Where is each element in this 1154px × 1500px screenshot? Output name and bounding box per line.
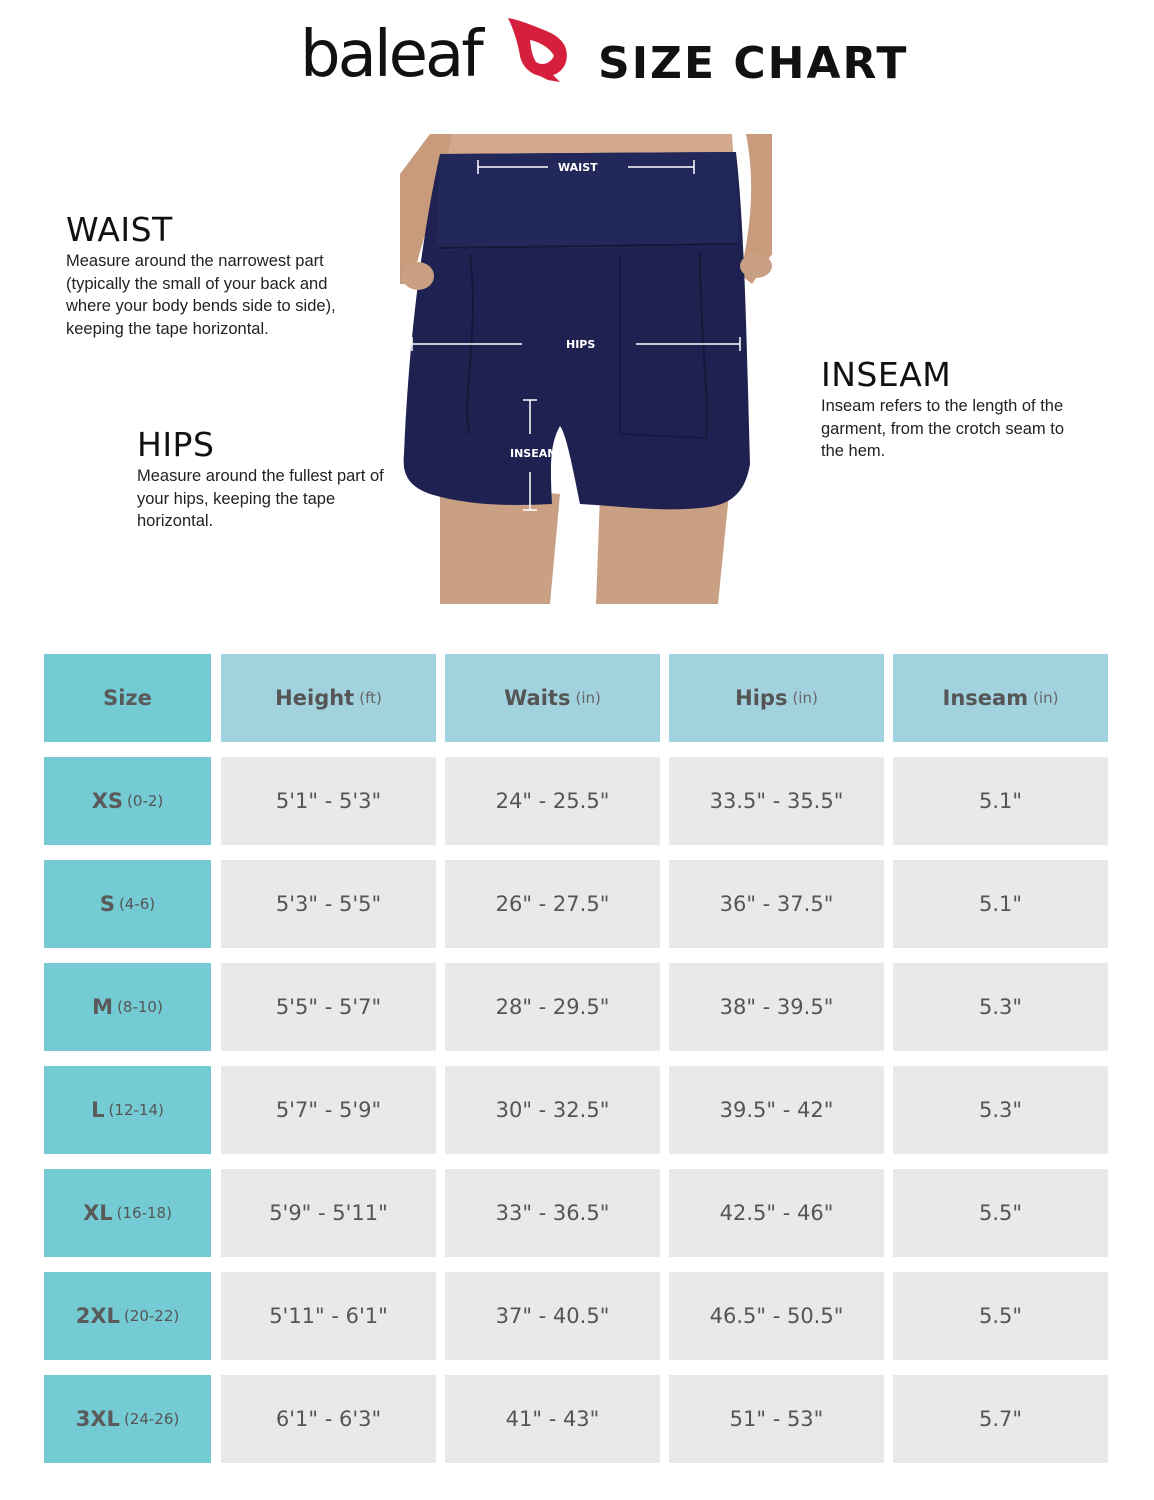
inseam-value: 5.3" [978, 995, 1023, 1019]
height-cell [221, 757, 436, 845]
waist-cell [445, 1066, 660, 1154]
height-value: 5'1" - 5'3" [275, 789, 382, 813]
leaf-logo-icon [500, 16, 574, 82]
hips-value: 38" - 39.5" [719, 995, 834, 1019]
inseam-value: 5.5" [978, 1201, 1023, 1225]
inseam-guide [821, 357, 1083, 463]
column-header-unit: (ft) [359, 689, 382, 707]
hips-value: 42.5" - 46" [719, 1201, 834, 1225]
column-header-height [221, 654, 436, 742]
height-cell [221, 1169, 436, 1257]
height-cell [221, 963, 436, 1051]
size-cell-xs [44, 757, 211, 845]
waist-cell [445, 1169, 660, 1257]
waist-cell [445, 1272, 660, 1360]
inseam-guide-text: Inseam refers to the length of the garment, from the crotch seam to the hem. [821, 397, 1065, 460]
size-label: S [99, 892, 115, 916]
height-cell [221, 860, 436, 948]
hips-cell [669, 1169, 884, 1257]
height-cell [221, 1272, 436, 1360]
size-label: 2XL [75, 1304, 120, 1328]
page-title: SIZE CHART [598, 38, 909, 89]
brand-logo-text: baleaf [300, 18, 481, 92]
waist-guide [66, 212, 376, 340]
hips-cell [669, 757, 884, 845]
hips-cell [669, 1272, 884, 1360]
hips-guide-text: Measure around the fullest part of your hips, keeping the tape horizontal. [137, 467, 384, 530]
inseam-cell [893, 860, 1108, 948]
inseam-cell [893, 1066, 1108, 1154]
waist-cell [445, 1375, 660, 1463]
header [0, 14, 1154, 94]
inseam-marker-label: INSEAM [510, 447, 559, 460]
waist-cell [445, 860, 660, 948]
hips-cell [669, 1066, 884, 1154]
column-header-waits [445, 654, 660, 742]
shorts-illustration [400, 134, 772, 604]
hips-value: 33.5" - 35.5" [709, 789, 844, 813]
waist-value: 28" - 29.5" [495, 995, 610, 1019]
waist-guide-text: Measure around the narrowest part (typically the small of your back and where your body bends side to side), keeping the tape horizontal. [66, 252, 336, 338]
size-range: (12-14) [108, 1101, 164, 1119]
waist-cell [445, 963, 660, 1051]
hips-cell [669, 1375, 884, 1463]
hips-value: 51" - 53" [729, 1407, 824, 1431]
size-range: (20-22) [123, 1307, 180, 1325]
size-label: M [92, 995, 114, 1019]
hips-cell [669, 860, 884, 948]
hips-guide-title: HIPS [137, 425, 215, 464]
size-label: XL [83, 1201, 113, 1225]
column-header-size [44, 654, 211, 742]
inseam-cell [893, 1169, 1108, 1257]
size-cell-2xl [44, 1272, 211, 1360]
waist-marker-label: WAIST [558, 161, 598, 174]
size-range: (0-2) [127, 792, 164, 810]
inseam-guide-title: INSEAM [821, 355, 952, 394]
inseam-value: 5.3" [978, 1098, 1023, 1122]
hips-value: 46.5" - 50.5" [709, 1304, 844, 1328]
height-value: 5'5" - 5'7" [275, 995, 382, 1019]
column-header-unit: (in) [1033, 689, 1059, 707]
inseam-cell [893, 1375, 1108, 1463]
waist-value: 41" - 43" [505, 1407, 600, 1431]
height-cell [221, 1375, 436, 1463]
inseam-value: 5.1" [978, 892, 1023, 916]
waist-value: 24" - 25.5" [495, 789, 610, 813]
column-header-unit: (in) [792, 689, 818, 707]
size-label: XS [91, 789, 124, 813]
hips-value: 36" - 37.5" [719, 892, 834, 916]
size-range: (4-6) [118, 895, 156, 913]
column-header-label: Size [103, 686, 152, 710]
waist-value: 37" - 40.5" [495, 1304, 610, 1328]
hips-marker-label: HIPS [566, 338, 596, 351]
size-label: L [91, 1098, 105, 1122]
inseam-value: 5.5" [978, 1304, 1023, 1328]
column-header-label: Waits [504, 686, 571, 710]
size-cell-s [44, 860, 211, 948]
column-header-label: Height [275, 686, 355, 710]
inseam-cell [893, 1272, 1108, 1360]
waist-guide-title: WAIST [66, 210, 173, 249]
height-value: 5'7" - 5'9" [275, 1098, 382, 1122]
size-cell-3xl [44, 1375, 211, 1463]
height-value: 5'11" - 6'1" [269, 1304, 388, 1328]
waist-value: 33" - 36.5" [495, 1201, 610, 1225]
size-cell-xl [44, 1169, 211, 1257]
inseam-value: 5.7" [978, 1407, 1023, 1431]
size-range: (16-18) [116, 1204, 172, 1222]
height-value: 5'9" - 5'11" [269, 1201, 388, 1225]
height-value: 5'3" - 5'5" [275, 892, 382, 916]
column-header-label: Hips [735, 686, 788, 710]
size-range: (24-26) [123, 1410, 180, 1428]
hips-value: 39.5" - 42" [719, 1098, 834, 1122]
hips-guide [137, 427, 387, 533]
waist-cell [445, 757, 660, 845]
size-cell-l [44, 1066, 211, 1154]
size-label: 3XL [75, 1407, 120, 1431]
inseam-cell [893, 963, 1108, 1051]
column-header-label: Inseam [942, 686, 1029, 710]
size-cell-m [44, 963, 211, 1051]
height-cell [221, 1066, 436, 1154]
inseam-cell [893, 757, 1108, 845]
product-photo [400, 134, 772, 604]
column-header-hips [669, 654, 884, 742]
waist-value: 26" - 27.5" [495, 892, 610, 916]
column-header-inseam [893, 654, 1108, 742]
hips-cell [669, 963, 884, 1051]
height-value: 6'1" - 6'3" [275, 1407, 382, 1431]
size-range: (8-10) [117, 998, 163, 1016]
waist-value: 30" - 32.5" [495, 1098, 610, 1122]
inseam-value: 5.1" [978, 789, 1023, 813]
column-header-unit: (in) [575, 689, 601, 707]
